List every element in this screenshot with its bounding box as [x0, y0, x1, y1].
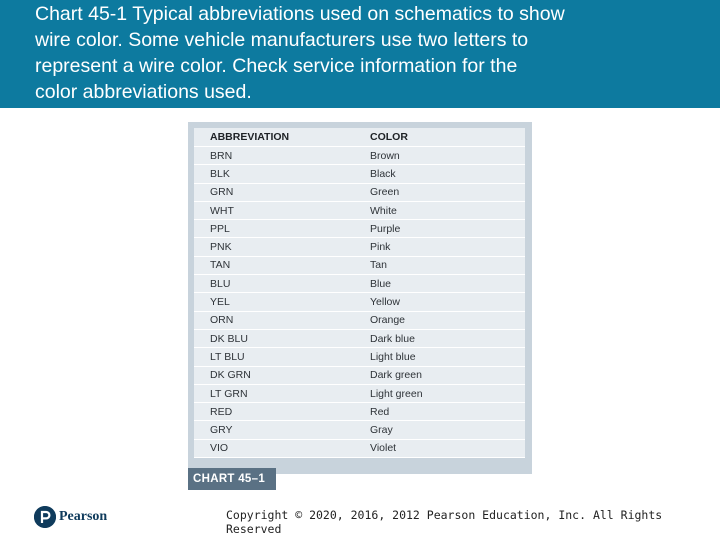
table-row [194, 256, 525, 274]
abbreviation-cell: PPL [194, 220, 354, 238]
table-row [194, 421, 525, 439]
chart-figure [188, 122, 532, 474]
column-header-color: COLOR [354, 128, 525, 147]
pearson-p-icon [34, 506, 56, 528]
abbreviation-cell: GRY [194, 421, 354, 439]
color-cell: Purple [354, 220, 525, 238]
table-row [194, 293, 525, 311]
title-line-4: color abbreviations used. [35, 81, 252, 103]
abbreviation-cell: BRN [194, 147, 354, 165]
abbreviation-cell: YEL [194, 293, 354, 311]
color-cell: Dark green [354, 366, 525, 384]
color-cell: Tan [354, 256, 525, 274]
table-row [194, 329, 525, 347]
brand-name: Pearson [59, 509, 108, 524]
color-cell: Black [354, 165, 525, 183]
abbreviation-cell: TAN [194, 256, 354, 274]
abbreviation-cell: DK BLU [194, 329, 354, 347]
abbreviation-cell: DK GRN [194, 366, 354, 384]
table-row [194, 165, 525, 183]
color-cell: Green [354, 183, 525, 201]
color-cell: Blue [354, 275, 525, 293]
slide-title [35, 1, 705, 105]
color-cell: Red [354, 403, 525, 421]
table-row [194, 201, 525, 219]
abbreviation-cell: VIO [194, 439, 354, 457]
table-row [194, 384, 525, 402]
table-row [194, 147, 525, 165]
table-header-row [194, 128, 525, 147]
chart-number-label: CHART 45–1 [188, 468, 276, 490]
color-cell: Light green [354, 384, 525, 402]
table-row [194, 403, 525, 421]
abbreviation-cell: WHT [194, 201, 354, 219]
abbreviation-cell: RED [194, 403, 354, 421]
color-cell: White [354, 201, 525, 219]
color-cell: Violet [354, 439, 525, 457]
color-cell: Light blue [354, 348, 525, 366]
abbreviation-cell: ORN [194, 311, 354, 329]
abbreviation-cell: BLK [194, 165, 354, 183]
abbreviation-cell: PNK [194, 238, 354, 256]
abbreviation-cell: GRN [194, 183, 354, 201]
table-row [194, 220, 525, 238]
color-cell: Pink [354, 238, 525, 256]
abbreviation-cell: BLU [194, 275, 354, 293]
table-row [194, 275, 525, 293]
table-row [194, 439, 525, 457]
title-line-1: Chart 45-1 Typical abbreviations used on schematics to show [35, 3, 565, 25]
color-cell: Yellow [354, 293, 525, 311]
title-line-2: wire color. Some vehicle manufacturers use two letters to [35, 29, 529, 51]
color-cell: Gray [354, 421, 525, 439]
table-row [194, 311, 525, 329]
table-row [194, 348, 525, 366]
abbreviation-cell: LT BLU [194, 348, 354, 366]
abbreviation-table [194, 128, 525, 458]
title-line-3: represent a wire color. Check service information for the [35, 55, 518, 77]
table-row [194, 366, 525, 384]
color-cell: Orange [354, 311, 525, 329]
table-row [194, 183, 525, 201]
column-header-abbreviation: ABBREVIATION [194, 128, 354, 147]
copyright-notice: Copyright © 2020, 2016, 2012 Pearson Education, Inc. All Rights Reserved [226, 508, 663, 536]
color-cell: Dark blue [354, 329, 525, 347]
color-cell: Brown [354, 147, 525, 165]
abbreviation-cell: LT GRN [194, 384, 354, 402]
pearson-logo [34, 505, 107, 529]
table-row [194, 238, 525, 256]
title-banner [0, 0, 720, 108]
